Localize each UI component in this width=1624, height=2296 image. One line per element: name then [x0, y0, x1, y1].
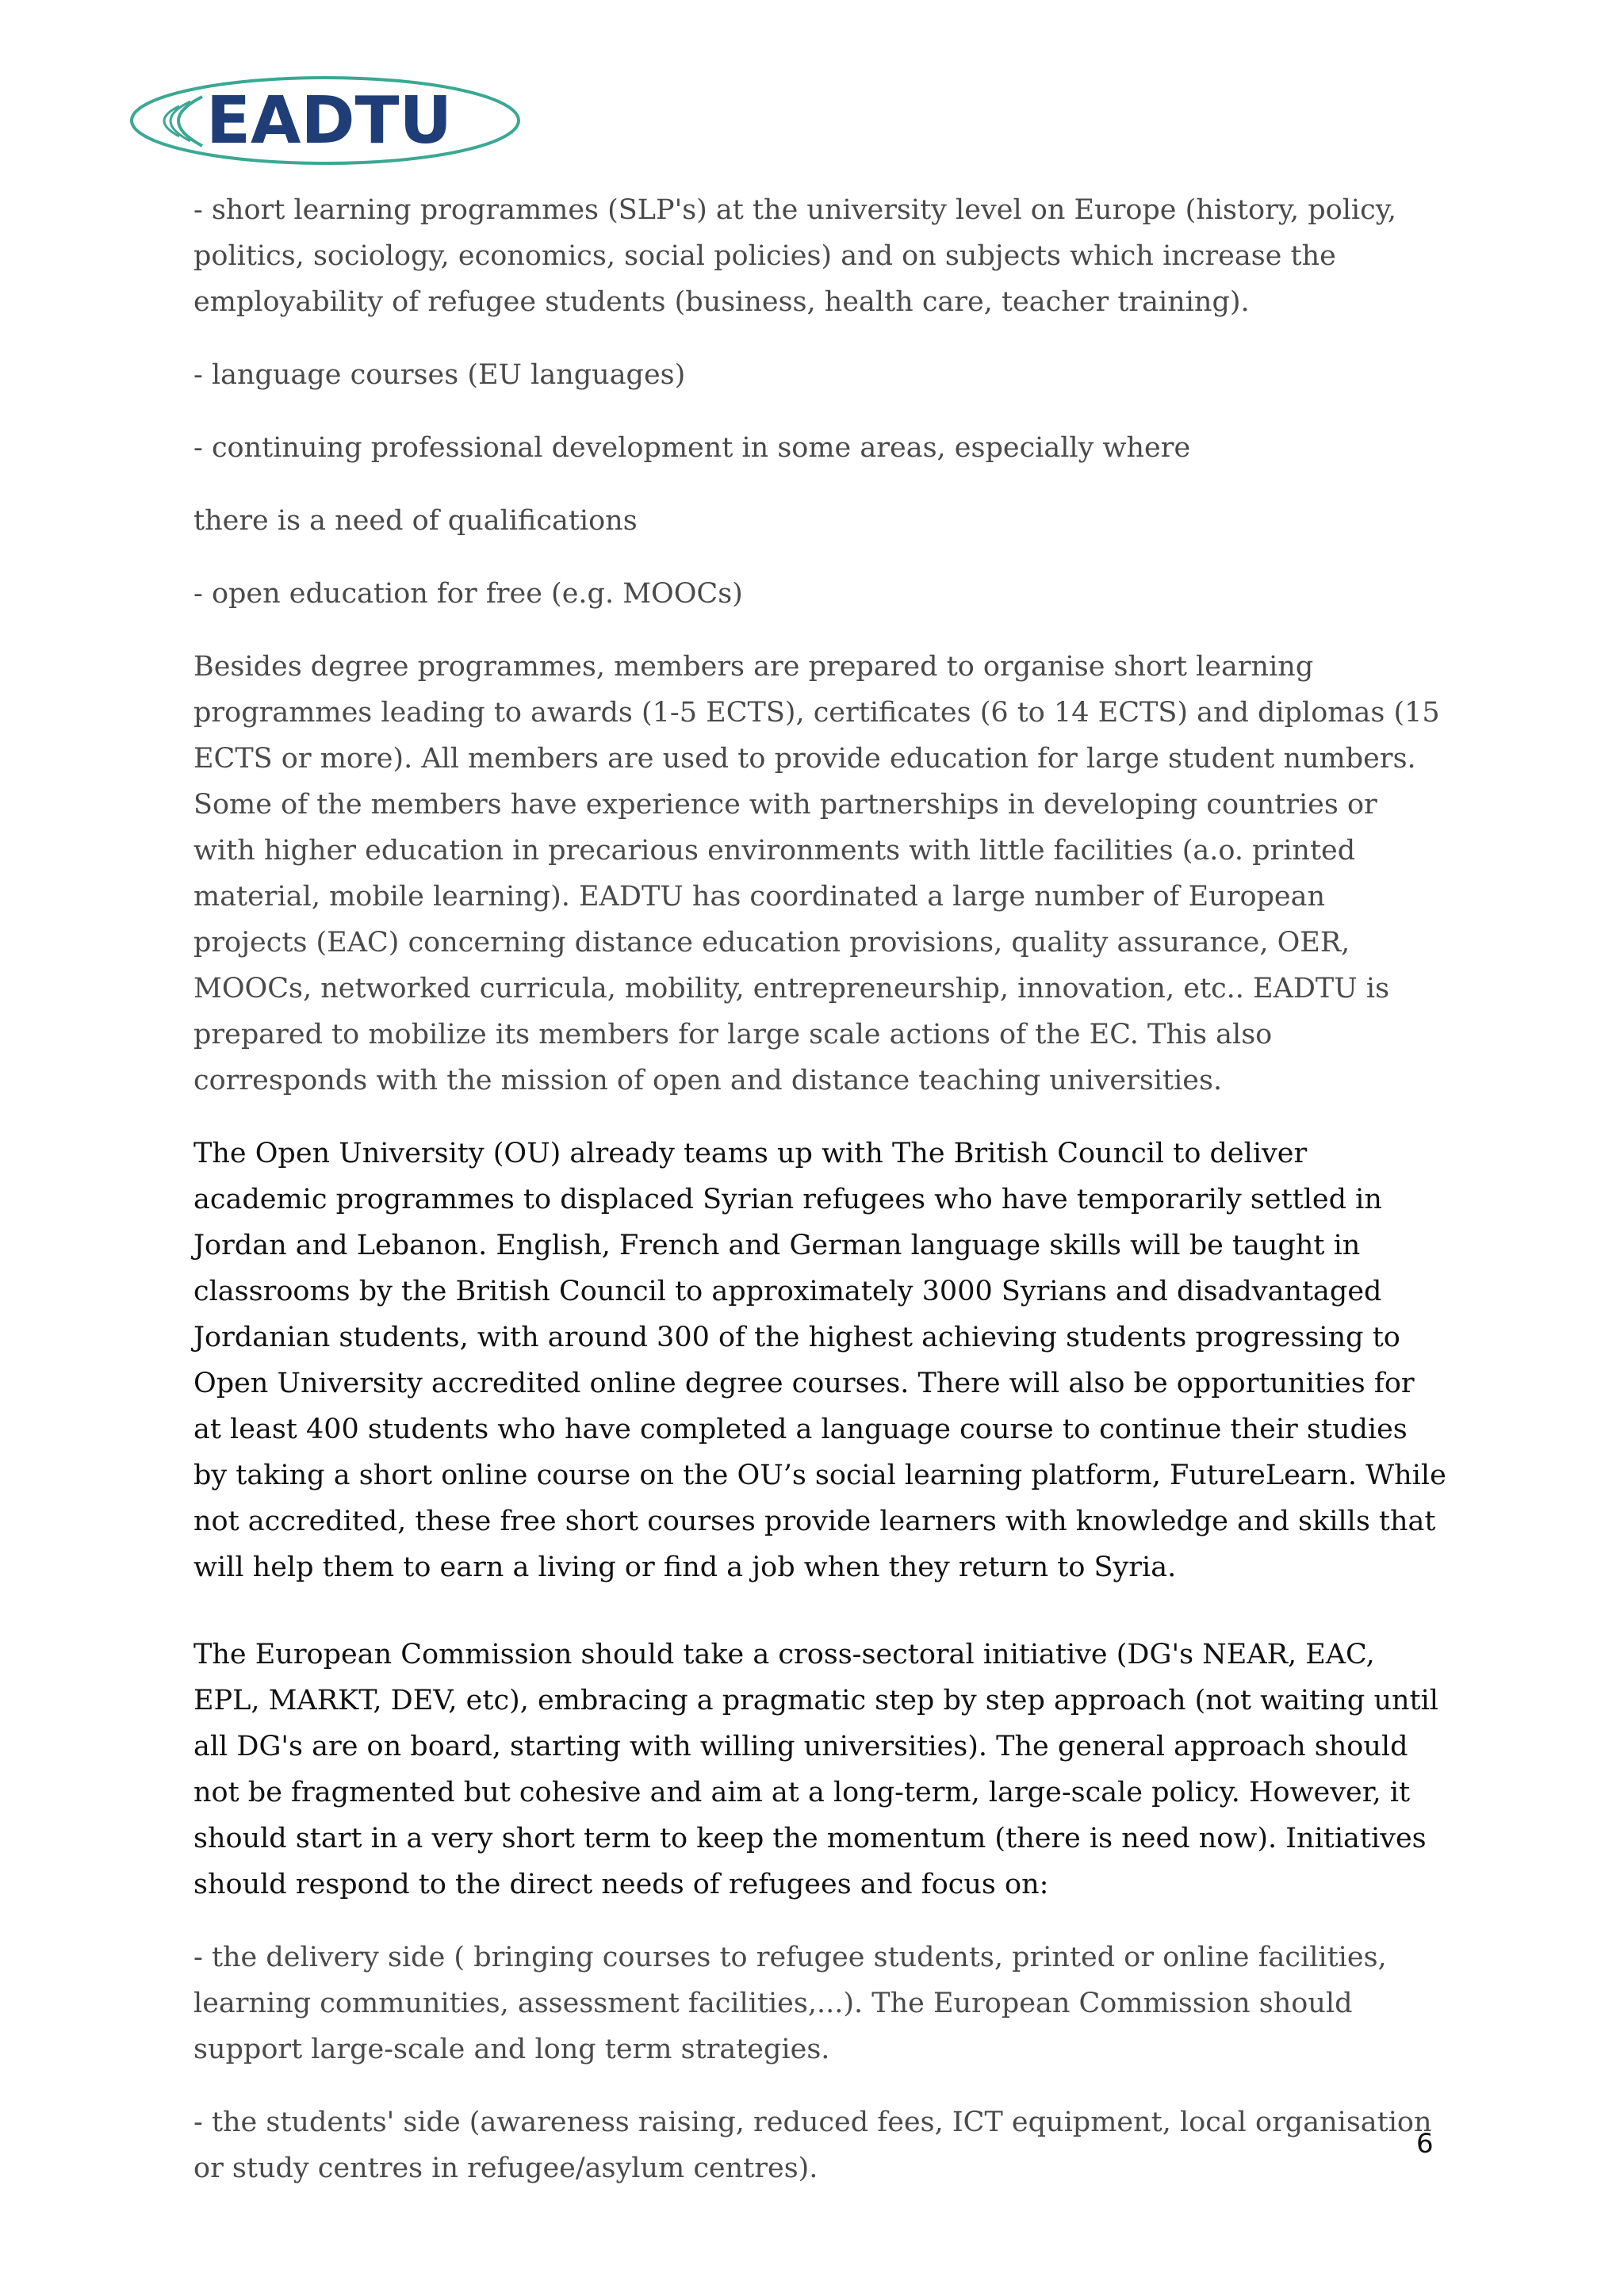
page-number: 6 — [1416, 2128, 1434, 2160]
logo-swoosh-1 — [178, 97, 202, 146]
paragraph-open-university: The Open University (OU) already teams up with The British Council to deliver academic programmes to displaced Syrian refugees who have temporarily settled in Jordan and Lebanon. English, French and German language skills will be taught in classrooms by the British Council to approximately 3000 Syrians and disadvantaged Jordanian students, with around 300 of the highest achieving students progressing to Open University accredited online degree courses. There will also be opportunities for at least 400 students who have completed a language course to continue their studies by taking a short online course on the OU’s social learning platform, FutureLearn. While not accredited, these free short courses provide learners with knowledge and skills that will help them to earn a living or find a job when they return to Syria. — [193, 1138, 1446, 1583]
document-body — [193, 187, 1446, 2191]
paragraph-cpd-bullet: - continuing professional development in some areas, especially where — [193, 432, 1191, 464]
paragraph-language-bullet: - language courses (EU languages) — [193, 359, 686, 391]
logo-text: EADTU — [206, 83, 453, 159]
paragraph-european-commission: The European Commission should take a cross-sectoral initiative (DG's NEAR, EAC, EPL, MARKT, DEV, etc), embracing a pragmatic step by step approach (not waiting until all DG's are on board, starting with willing universities). The general approach should not be fragmented but cohesive and aim at a long-term, large-scale policy. However, it should start in a very short term to keep the momentum (there is need now). Initiatives should respond to the direct needs of refugees and focus on: — [193, 1639, 1438, 1900]
paragraph-slp-bullet: - short learning programmes (SLP's) at the university level on Europe (history, policy, politics, sociology, economics, social policies) and on subjects which increase the employability of refugee students (business, health care, teacher training). — [193, 194, 1396, 318]
eadtu-logo — [127, 73, 523, 168]
paragraph-qualifications: there is a need of qualifications — [193, 505, 638, 537]
paragraph-delivery-side-bullet: - the delivery side ( bringing courses to refugee students, printed or online facilities, learning communities, assessment facilities,...). The European Commission should support large-scale and long term strategies. — [193, 1942, 1387, 2065]
paragraph-degree-programmes: Besides degree programmes, members are prepared to organise short learning programmes leading to awards (1-5 ECTS), certificates (6 to 14 ECTS) and diplomas (15 ECTS or more). All members are used to provide education for large student numbers. Some of the members have experience with partnerships in developing countries or with higher education in precarious environments with little facilities (a.o. printed material, mobile learning). EADTU has coordinated a large number of European projects (EAC) concerning distance education provisions, quality assurance, OER, MOOCs, networked curricula, mobility, entrepreneurship, innovation, etc.. EADTU is prepared to mobilize its members for large scale actions of the EC. This also corresponds with the mission of open and distance teaching universities. — [193, 651, 1440, 1096]
paragraph-students-side-bullet: - the students' side (awareness raising, reduced fees, ICT equipment, local organisation or study centres in refugee/asylum centres). — [193, 2107, 1432, 2184]
paragraph-open-education-bullet: - open education for free (e.g. MOOCs) — [193, 578, 743, 610]
